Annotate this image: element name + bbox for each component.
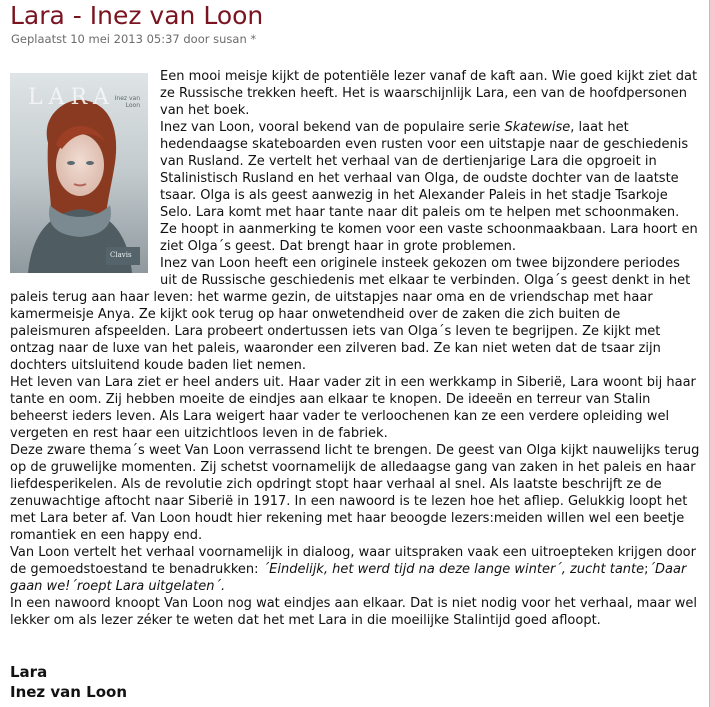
- paragraph: Inez van Loon, vooral bekend van de populaire serie Skatewise, laat het hedendaagse skateboarden even rusten voor een uitstapje naar de geschiedenis van Rusland. Ze vertelt het verhaal van de dertienjarige Lara die opgroeit in Stalinistisch Rusland en het verhaal van Olga, de oudste dochter van de laatste tsaar. Olga is als geest aanwezig in het Alexander Paleis in het stadje Tsarkoje Selo. Lara komt met haar tante naar dit paleis om te helpen met schoonmaken. Ze hoopt in aanmerking te komen voor een vaste schoonmaakbaan. Lara hoort en ziet Olga´s geest. Dat brengt haar in grote problemen.: [160, 120, 698, 254]
- paragraph: Van Loon vertelt het verhaal voornamelijk in dialoog, waar uitspraken vaak een uitroepteken krijgen door de gemoedstoestand te benadrukken: ´Eindelijk, het werd tijd na deze lange winter´, zucht tante;´Daar gaan we!´roept Lara uitgelaten´.: [10, 545, 696, 594]
- post-meta: Geplaatst 10 mei 2013 05:37 door susan *: [11, 32, 257, 46]
- article-body: [10, 68, 700, 629]
- book-info: [10, 662, 127, 702]
- paragraph: Een mooi meisje kijkt de potentiële lezer vanaf de kaft aan. Wie goed kijkt ziet dat ze Russische trekken heeft. Het is waarschijnlijk Lara, een van de hoofdpersonen van het boek.: [160, 69, 698, 118]
- quote: ´Eindelijk, het werd tijd na deze lange winter´, zucht tante: [262, 562, 645, 577]
- series-title: Skatewise: [504, 120, 571, 135]
- paragraph: Inez van Loon heeft een originele insteek gekozen om twee bijzondere periodes uit de Russische geschiedenis met elkaar te verbinden. Olga´s geest denkt in het paleis terug aan haar leven: het warme gezin, de uitstapjes naar oma en de vriendschap met haar kamermeisje Anya. Ze kijkt ook terug op haar onwetendheid over de zaken die zich buiten de paleismuren afspeelden. Lara probeert ondertussen iets van Olga´s leven te begrijpen. Ze kijkt met ontzag naar de luxe van het paleis, waaronder een zilveren bad. Ze kan niet weten dat de tsaar zijn dochters uitsluitend koude baden liet nemen.: [10, 256, 691, 373]
- book-info-author: Inez van Loon: [10, 683, 128, 701]
- cover-author: Inez van Loon: [114, 95, 140, 109]
- paragraph: In een nawoord knoopt Van Loon nog wat eindjes aan elkaar. Dat is niet nodig voor het verhaal, maar wel lekker om als lezer zéker te weten dat het met Lara in die moeilijke Stalintijd goed afloopt.: [10, 596, 698, 628]
- paragraph: Deze zware thema´s weet Van Loon verrassend licht te brengen. De geest van Olga kijkt nauwelijks terug op de gruwelijke momenten. Zij schetst voornamelijk de alledaagse gang van zaken in het paleis en haar liefdesperikelen. Als de revolutie zich opdringt stopt haar verhaal al snel. Als laatste beschrijft ze de zenuwachtige aftocht naar Siberië in 1917. In een nawoord is te lezen hoe het afliep. Gelukkig loopt het met Lara beter af. Van Loon houdt hier rekening met haar beoogde lezers:meiden willen wel een beetje romantiek en een happy end.: [10, 443, 700, 543]
- post-title[interactable]: Lara - Inez van Loon: [10, 1, 264, 30]
- sidebar-edge: [710, 0, 715, 707]
- paragraph: Het leven van Lara ziet er heel anders uit. Haar vader zit in een werkkamp in Siberië, Lara woont bij haar tante en oom. Zij hebben moeite de eindjes aan elkaar te knopen. De ideeën en terreur van Stalin beheerst ieders leven. Als Lara weigert haar vader te verloochenen kan ze een verdere opleiding wel vergeten en rest haar een uitzichtloos leven in de fabriek.: [10, 375, 696, 441]
- cover-publisher-logo: Clavis: [110, 251, 132, 259]
- quote: ´Daar gaan we!´roept Lara uitgelaten´.: [10, 562, 687, 594]
- book-info-title: Lara: [10, 663, 48, 681]
- cover-title: LARA: [28, 85, 115, 110]
